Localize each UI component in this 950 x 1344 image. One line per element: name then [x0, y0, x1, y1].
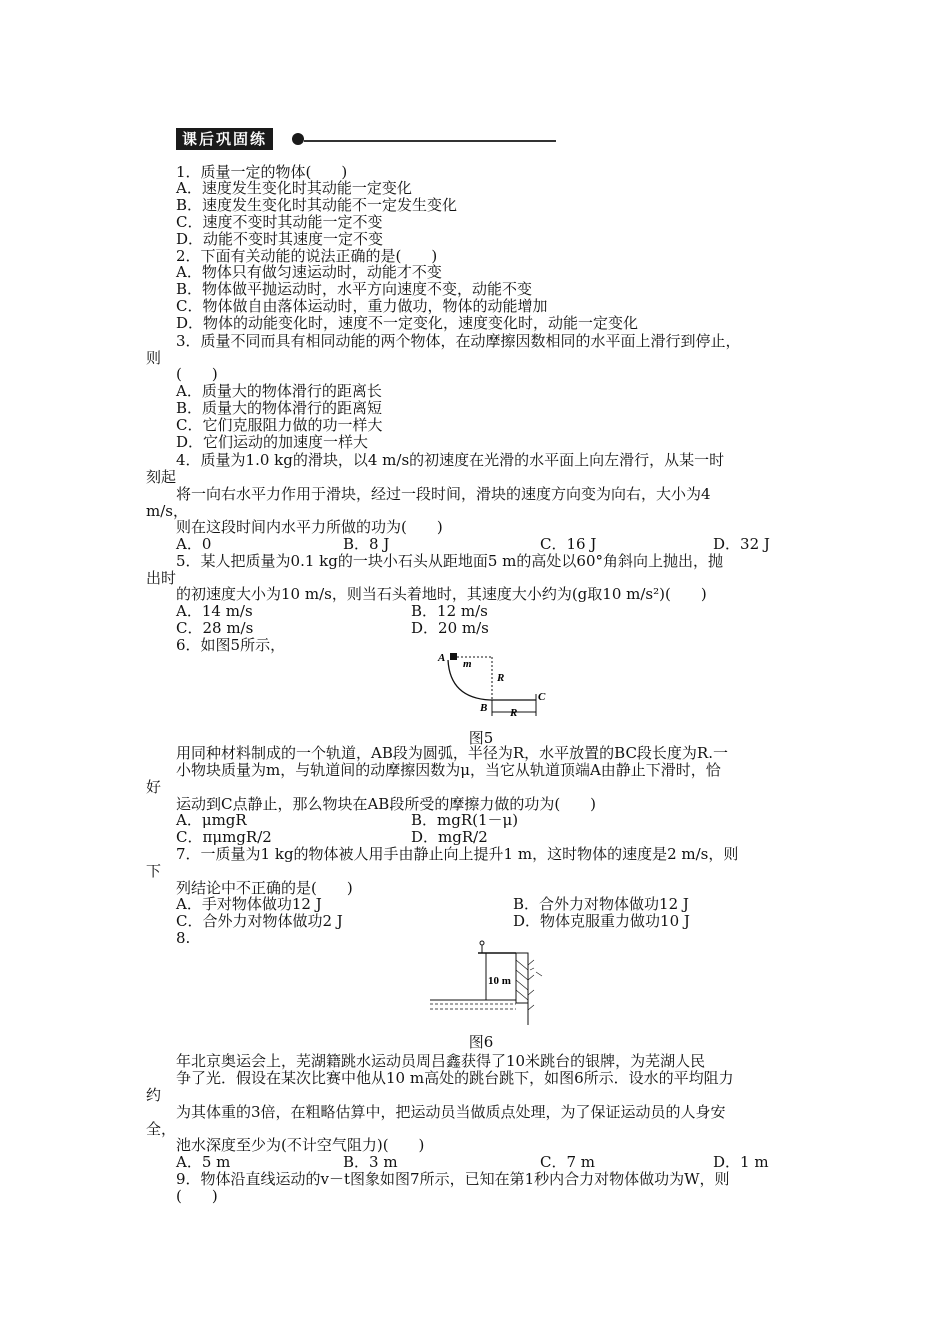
- text-line: 列结论中不正确的是( ): [176, 879, 353, 897]
- text-line: B．12 m/s: [411, 602, 488, 620]
- text-line: D．mgR/2: [411, 828, 488, 846]
- text-line: m/s，: [146, 502, 188, 520]
- text-line: 8.: [176, 929, 191, 947]
- fig5-label-r-horizontal: R: [510, 707, 518, 719]
- text-line: 出时: [146, 569, 177, 587]
- text-line: 刻起: [146, 468, 177, 486]
- text-line: D．动能不变时其速度一定不变: [176, 230, 384, 248]
- text-line: 的初速度大小为10 m/s，则当石头着地时，其速度大小约为(g取10 m/s²)( ): [176, 585, 707, 603]
- figure-6-diving-platform-diagram: [430, 940, 555, 1030]
- text-line: C．πμmgR/2: [176, 828, 272, 846]
- text-line: C．28 m/s: [176, 619, 254, 637]
- text-line: B．8 J: [343, 535, 390, 553]
- text-line: A．速度发生变化时其动能一定变化: [176, 179, 412, 197]
- text-line: C．它们克服阻力做的功一样大: [176, 416, 383, 434]
- text-line: ( ): [176, 365, 218, 383]
- fig5-label-r-vertical: R: [497, 672, 505, 684]
- text-line: 池水深度至少为(不计空气阻力)( ): [176, 1136, 425, 1154]
- text-line: 3．质量不同而具有相同动能的两个物体，在动摩擦因数相同的水平面上滑行到停止，: [176, 332, 741, 350]
- text-line: 则: [146, 349, 162, 367]
- text-line: A．5 m: [176, 1153, 231, 1171]
- text-line: 9．物体沿直线运动的v－t图象如图7所示，已知在第1秒内合力对物体做功为W，则: [176, 1170, 730, 1188]
- text-line: 4．质量为1.0 kg的滑块，以4 m/s的初速度在光滑的水平面上向左滑行，从某一时: [176, 451, 725, 469]
- text-line: D．物体的动能变化时，速度不一定变化，速度变化时，动能一定变化: [176, 314, 639, 332]
- text-line: B．mgR(1－μ): [411, 811, 519, 829]
- figure-5-track-diagram: [430, 648, 550, 723]
- text-line: 7．一质量为1 kg的物体被人用手由静止向上提升1 m，这时物体的速度是2 m/s，则: [176, 845, 739, 863]
- text-line: C．7 m: [540, 1153, 596, 1171]
- text-line: D．32 J: [713, 535, 770, 553]
- text-line: 全，: [146, 1120, 177, 1138]
- figure-5-caption: 图5: [468, 729, 494, 747]
- text-line: A．质量大的物体滑行的距离长: [176, 382, 382, 400]
- section-header: [176, 128, 556, 150]
- text-line: 约: [146, 1086, 162, 1104]
- text-line: 下: [146, 862, 162, 880]
- text-line: D．1 m: [713, 1153, 769, 1171]
- text-line: 则在这段时间内水平力所做的功为( ): [176, 518, 443, 536]
- fig5-label-b: B: [480, 702, 488, 714]
- fig6-height-label: 10 m: [488, 975, 511, 987]
- text-line: 运动到C点静止，那么物块在AB段所受的摩擦力做的功为( ): [176, 795, 597, 813]
- text-line: A．手对物体做功12 J: [176, 895, 322, 913]
- text-line: A．物体只有做匀速运动时，动能才不变: [176, 263, 442, 281]
- text-line: 小物块质量为m，与轨道间的动摩擦因数为μ，当它从轨道顶端A由静止下滑时，恰: [176, 761, 721, 779]
- text-line: C．速度不变时其动能一定不变: [176, 213, 383, 231]
- text-line: A．14 m/s: [176, 602, 253, 620]
- bullet-dot-icon: [292, 133, 304, 145]
- text-line: 年北京奥运会上，芜湖籍跳水运动员周吕鑫获得了10米跳台的银牌，为芜湖人民: [176, 1052, 706, 1070]
- text-line: A．0: [176, 535, 212, 553]
- text-line: B．3 m: [343, 1153, 398, 1171]
- text-line: C．物体做自由落体运动时，重力做功，物体的动能增加: [176, 297, 548, 315]
- figure-6-caption: 图6: [468, 1033, 494, 1051]
- text-line: B．合外力对物体做功12 J: [513, 895, 689, 913]
- text-line: 用同种材料制成的一个轨道，AB段为圆弧，半径为R，水平放置的BC段长度为R.一: [176, 744, 728, 762]
- text-line: B．质量大的物体滑行的距离短: [176, 399, 383, 417]
- text-line: D．20 m/s: [411, 619, 489, 637]
- fig5-label-c: C: [538, 691, 546, 703]
- text-line: 2．下面有关动能的说法正确的是( ): [176, 247, 438, 265]
- text-line: 好: [146, 778, 162, 796]
- text-line: 将一向右水平力作用于滑块，经过一段时间，滑块的速度方向变为向右，大小为4: [176, 485, 711, 503]
- text-line: B．速度发生变化时其动能不一定发生变化: [176, 196, 458, 214]
- text-line: C．合外力对物体做功2 J: [176, 912, 343, 930]
- text-line: C．16 J: [540, 535, 597, 553]
- text-line: 5．某人把质量为0.1 kg的一块小石头从距地面5 m的高处以60°角斜向上抛出，抛: [176, 552, 723, 570]
- text-line: 为其体重的3倍，在粗略估算中，把运动员当做质点处理，为了保证运动员的人身安: [176, 1103, 726, 1121]
- text-line: 6．如图5所示，: [176, 636, 286, 654]
- text-line: 争了光．假设在某次比赛中他从10 m高处的跳台跳下，如图6所示．设水的平均阻力: [176, 1069, 734, 1087]
- fig5-label-a: A: [438, 652, 446, 664]
- text-line: D．它们运动的加速度一样大: [176, 433, 369, 451]
- header-rule: [304, 140, 556, 142]
- text-line: B．物体做平抛运动时，水平方向速度不变，动能不变: [176, 280, 533, 298]
- section-title: 课后巩固练: [176, 128, 273, 150]
- text-line: D．物体克服重力做功10 J: [513, 912, 690, 930]
- text-line: A．μmgR: [176, 811, 247, 829]
- text-line: ( ): [176, 1187, 218, 1205]
- text-line: 1．质量一定的物体( ): [176, 163, 348, 181]
- fig5-label-m: m: [463, 658, 472, 670]
